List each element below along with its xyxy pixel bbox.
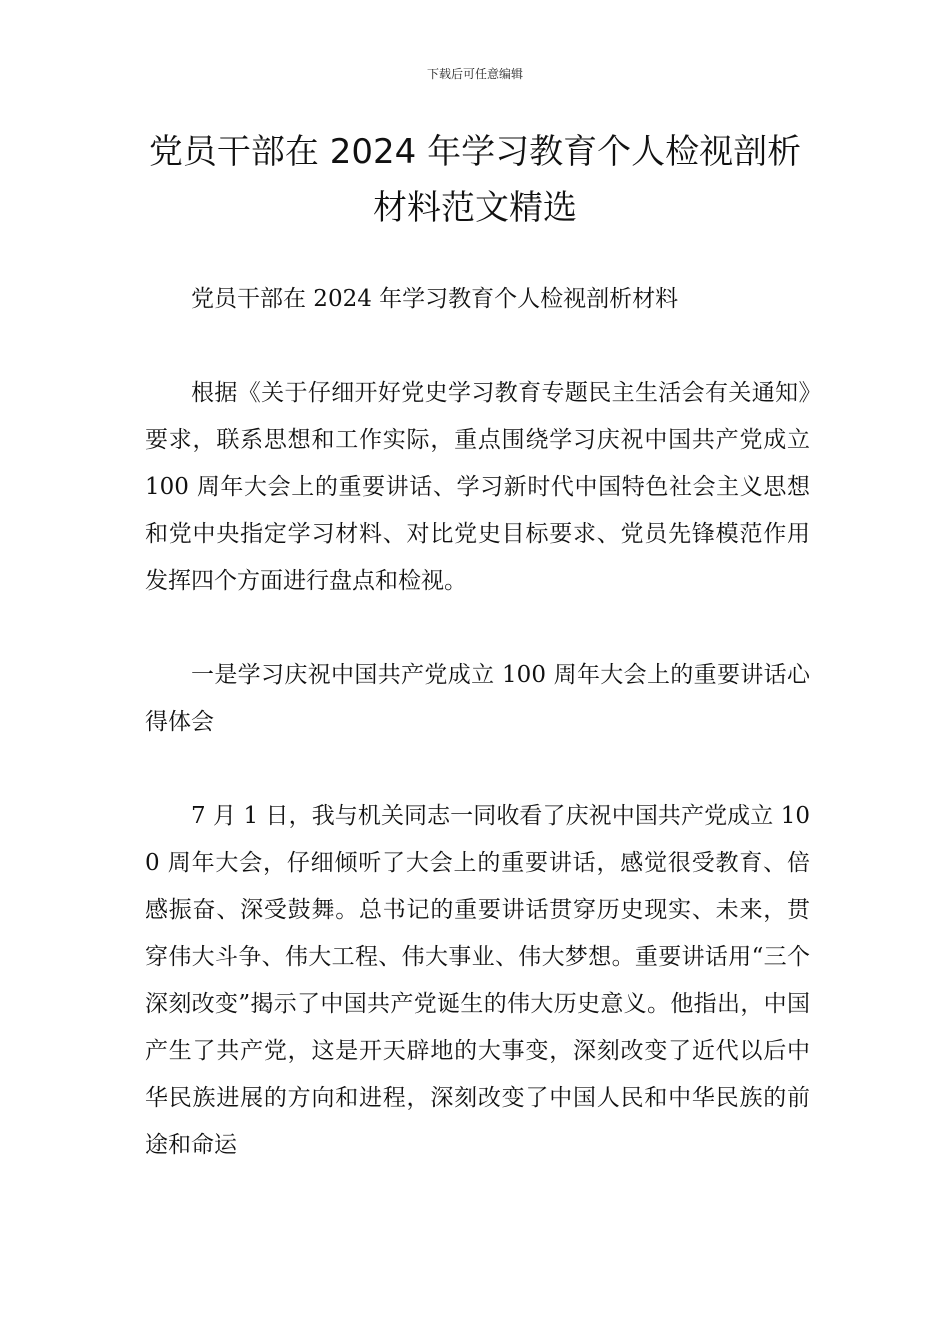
document-title <box>80 124 870 236</box>
paragraph-body: 7 月 1 日，我与机关同志一同收看了庆祝中国共产党成立 100 周年大会，仔细倾听了大会上的重要讲话，感觉很受教育、倍感振奋、深受鼓舞。总书记的重要讲话贯穿历史现实、未来，贯穿伟大斗争、伟大工程、伟大事业、伟大梦想。重要讲话用“三个深刻改变”揭示了中国共产党诞生的伟大历史意义。他指出，中国产生了共产党，这是开天辟地的大事变，深刻改变了近代以后中华民族进展的方向和进程，深刻改变了中国人民和中华民族的前途和命运 <box>145 803 810 1158</box>
paragraph-subtitle: 党员干部在 2024 年学习教育个人检视剖析材料 <box>191 286 679 312</box>
header-note: 下载后可任意编辑 <box>426 67 523 81</box>
paragraph-intro: 根据《关于仔细开好党史学习教育专题民主生活会有关通知》要求，联系思想和工作实际，重点围绕学习庆祝中国共产党成立 100 周年大会上的重要讲话、学习新时代中国特色社会主义思想和党中央指定学习材料、对比党史目标要求、党员先锋模范作用发挥四个方面进行盘点和检视。 <box>145 380 810 594</box>
title-line-1: 党员干部在 2024 年学习教育个人检视剖析 <box>148 132 802 172</box>
document-body <box>145 276 810 1169</box>
paragraph-section-heading: 一是学习庆祝中国共产党成立 100 周年大会上的重要讲话心得体会 <box>145 662 810 735</box>
title-line-2: 材料范文精选 <box>373 188 577 228</box>
